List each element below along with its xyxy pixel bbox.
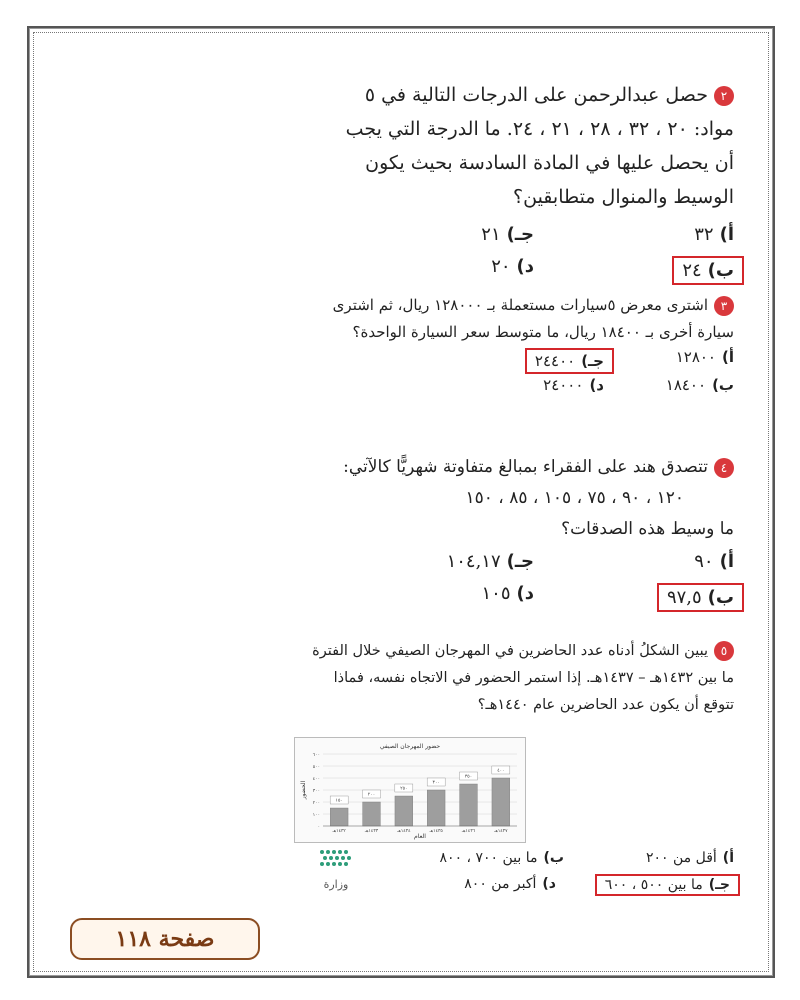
- bar-2: [395, 796, 413, 826]
- option-a[interactable]: أ)١٢٨٠٠: [675, 348, 734, 366]
- question-4-line3: ما وسيط هذه الصدقات؟: [561, 519, 734, 539]
- question-number: ٢: [714, 86, 734, 106]
- option-d[interactable]: د)١٠٥: [481, 583, 534, 604]
- option-d[interactable]: د)٢٤٠٠٠: [543, 376, 604, 394]
- bar-0: [330, 808, 348, 826]
- question-2-options-row2: [324, 256, 734, 288]
- data-label: ٣٥٠: [464, 774, 473, 780]
- ministry-logo: [314, 838, 394, 898]
- x-tick-label: ١٤٣٧هـ: [494, 829, 508, 834]
- question-number: ٥: [714, 641, 734, 661]
- x-tick-label: ١٤٣٤هـ: [397, 829, 411, 834]
- option-d[interactable]: د)أكبر من ٨٠٠: [464, 876, 556, 892]
- question-4-values: ١٢٠ ، ٩٠ ، ٧٥ ، ١٠٥ ، ٨٥ ، ١٥٠: [465, 488, 684, 508]
- option-c-selected[interactable]: جـ)٢٤٤٠٠: [525, 348, 614, 374]
- bar-5: [492, 778, 510, 826]
- page-number-badge: صفحة ١١٨: [70, 918, 260, 960]
- y-tick-label: ١٠٠: [312, 813, 320, 818]
- question-2-options-row1: [324, 224, 734, 256]
- data-label: ٢٠٠: [367, 792, 376, 798]
- bar-3: [427, 790, 445, 826]
- option-a[interactable]: أ)٣٢: [694, 224, 734, 245]
- question-5-text: [304, 638, 734, 719]
- question-number: ٤: [714, 458, 734, 478]
- option-b[interactable]: ب)١٨٤٠٠: [665, 376, 734, 394]
- y-tick-label: ٥٠٠: [312, 765, 320, 770]
- question-4: [324, 452, 734, 615]
- chart-xlabel: العام: [414, 833, 426, 840]
- question-3-options-row2: [324, 376, 734, 404]
- question-2-body: حصل عبدالرحمن على الدرجات التالية في ٥ مواد: ٢٠ ، ٣٢ ، ٢٨ ، ٢١ ، ٢٤. ما الدرجة التي يجب أن يحصل عليها في المادة السادسة بحيث يكون الوسيط والمنوال متطابقين؟: [345, 84, 734, 208]
- y-tick-label: ٢٠٠: [312, 801, 320, 806]
- x-tick-label: ١٤٣٢هـ: [332, 829, 346, 834]
- question-5-body: يبين الشكلُ أدناه عدد الحاضرين في المهرجان الصيفي خلال الفترة ما بين ١٤٣٢هـ – ١٤٣٧هـ. إذا استمر الحضور في الاتجاه نفسه، فماذا تتوقع أن يكون عدد الحاضرين عام ١٤٤٠هـ؟: [312, 643, 734, 713]
- question-4-options-row1: [324, 551, 734, 583]
- question-5: [304, 638, 734, 719]
- y-tick-label: ٠: [317, 825, 320, 830]
- y-tick-label: ٣٠٠: [312, 789, 320, 794]
- option-b-selected[interactable]: ب)٩٧,٥: [657, 583, 744, 612]
- option-c-selected[interactable]: جـ)ما بين ٥٠٠ ، ٦٠٠: [595, 874, 740, 896]
- data-label: ٢٥٠: [400, 786, 408, 792]
- option-c[interactable]: جـ)٢١: [481, 224, 534, 245]
- option-b[interactable]: ب)ما بين ٧٠٠ ، ٨٠٠: [439, 850, 564, 866]
- logo-text: وزارة: [323, 878, 349, 891]
- chart-title: حضور المهرجان الصيفي: [379, 743, 441, 750]
- data-label: ٤٠٠: [497, 768, 505, 774]
- option-a[interactable]: أ)٩٠: [694, 551, 734, 572]
- chart-ylabel: الحضور: [300, 780, 307, 800]
- question-3: [324, 292, 734, 404]
- question-4-options-row2: [324, 583, 734, 615]
- attendance-chart: [294, 737, 526, 843]
- option-a[interactable]: أ)أقل من ٢٠٠: [645, 850, 734, 866]
- x-tick-label: ١٤٣٥هـ: [429, 829, 443, 834]
- question-4-line1: تتصدق هند على الفقراء بمبالغ متفاوتة شهريًّا كالآتي:: [343, 457, 708, 477]
- bar-4: [460, 784, 478, 826]
- y-tick-label: ٤٠٠: [312, 777, 320, 782]
- question-3-body: اشترى معرض ٥سيارات مستعملة بـ ١٢٨٠٠٠ ريال، ثم اشترى سيارة أخرى بـ ١٨٤٠٠ ريال، ما متوسط سعر السيارة الواحدة؟: [332, 296, 734, 341]
- option-d[interactable]: د)٢٠: [491, 256, 534, 277]
- question-3-text: [324, 292, 734, 346]
- data-label: ٣٠٠: [432, 780, 440, 786]
- x-tick-label: ١٤٣٣هـ: [364, 829, 379, 834]
- option-b-selected[interactable]: ب)٢٤: [672, 256, 744, 285]
- data-label: ١٥٠: [335, 798, 343, 804]
- x-tick-label: ١٤٣٦هـ: [461, 829, 476, 834]
- question-3-options-row1: [324, 348, 734, 376]
- question-number: ٣: [714, 296, 734, 316]
- bar-1: [363, 802, 381, 826]
- question-2-text: [324, 78, 734, 214]
- y-tick-label: ٦٠٠: [312, 753, 320, 758]
- option-c[interactable]: جـ)١٠٤,١٧: [446, 551, 534, 572]
- question-2: [324, 78, 734, 288]
- question-4-text: [324, 452, 734, 545]
